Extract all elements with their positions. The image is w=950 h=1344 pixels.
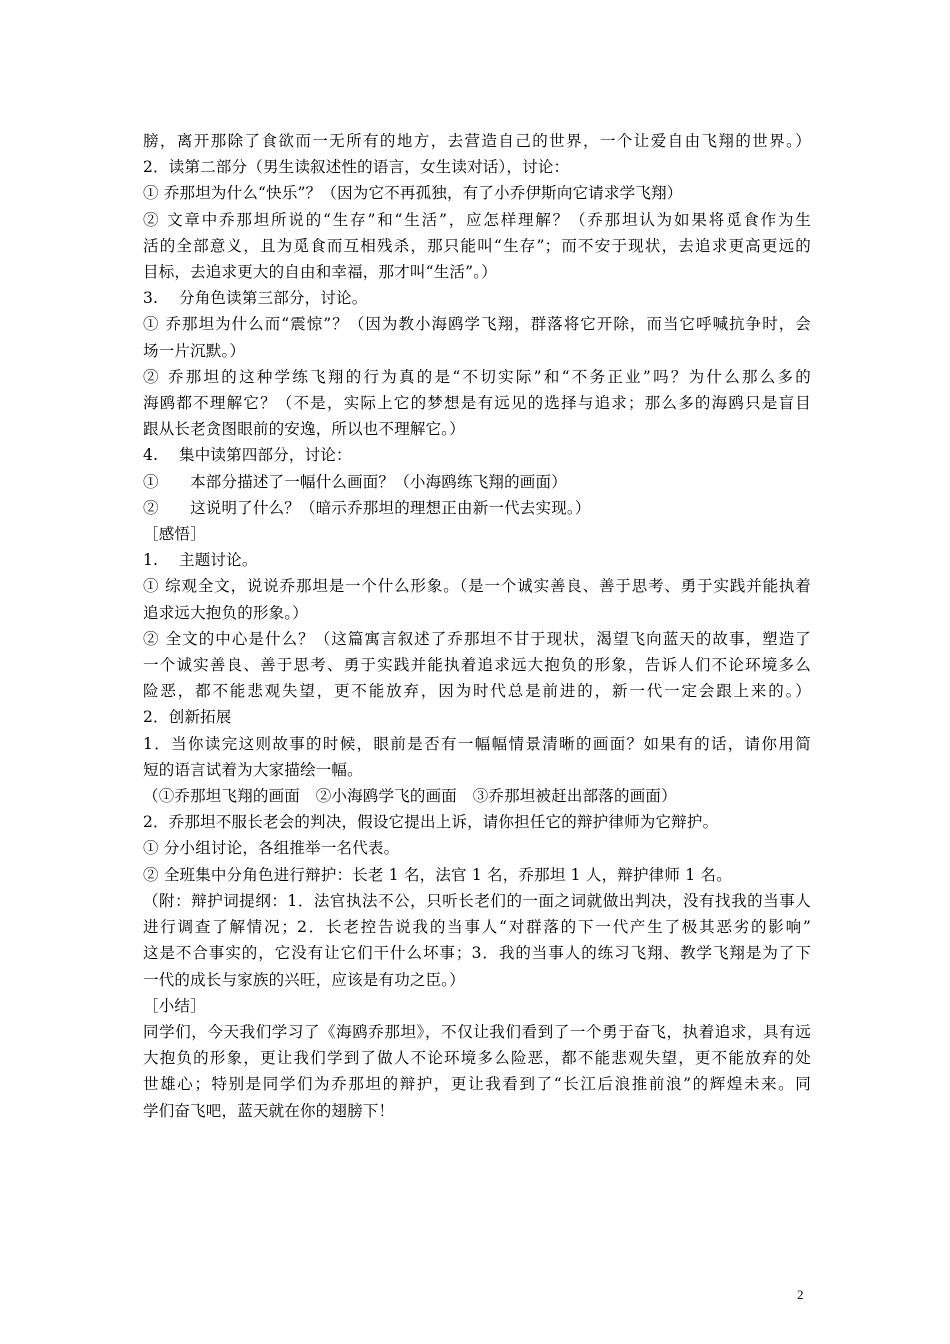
text-line: 进行调查了解情况；2．长老控告说我的当事人“对群落的下一代产生了极其恶劣的影响”: [143, 918, 811, 937]
section-heading: ［感悟］: [143, 525, 206, 544]
text-line: ② 文章中乔那坦所说的“生存”和“生活”，应怎样理解？（乔那坦认为如果将觅食作为生: [143, 210, 811, 229]
text-line: 同学们，今天我们学习了《海鸥乔那坦》，不仅让我们看到了一个勇于奋飞，执着追求，具有远: [143, 1022, 811, 1041]
text-line: 2．乔那坦不服长老会的判决，假设它提出上诉，请你担任它的辩护律师为它辩护。: [143, 813, 719, 832]
text-line: 目标，去追求更大的自由和幸福，那才叫“生活”。）: [143, 263, 497, 282]
text-line: （①乔那坦飞翔的画面 ②小海鸥学飞的画面 ③乔那坦被赶出部落的画面）: [143, 787, 677, 806]
text-line: 世雄心；特别是同学们为乔那坦的辩护，更让我看到了“长江后浪推前浪”的辉煌未来。同: [143, 1075, 811, 1094]
text-line: ② 这说明了什么？（暗示乔那坦的理想正由新一代去实现。）: [143, 498, 591, 517]
page-number: 2: [797, 1287, 804, 1302]
text-line: 追求远大抱负的形象。）: [143, 603, 308, 622]
text-line: 大抱负的形象，更让我们学到了做人不论环境多么险恶，都不能悲观失望，更不能放弃的处: [143, 1049, 811, 1068]
text-line: 1. 主题讨论。: [143, 551, 258, 570]
text-line: 一代的成长与家族的兴旺，应该是有功之臣。）: [143, 970, 465, 989]
text-line: ① 乔那坦为什么而“震惊”？（因为教小海鸥学飞翔，群落将它开除，而当它呼喊抗争时，会: [143, 315, 811, 334]
text-line: 险恶，都不能悲观失望，更不能放弃，因为时代总是前进的，新一代一定会跟上来的。）: [143, 682, 811, 701]
text-line: 3. 分角色读第三部分，讨论。: [143, 289, 368, 308]
text-line: ② 乔那坦的这种学练飞翔的行为真的是“不切实际”和“不务正业”吗？为什么那么多的: [143, 367, 811, 386]
text-line: 1．当你读完这则故事的时候，眼前是否有一幅幅情景清晰的画面？如果有的话，请你用简: [143, 734, 811, 753]
text-line: 活的全部意义，且为觅食而互相残杀，那只能叫“生存”；而不安于现状，去追求更高更远的: [143, 236, 811, 255]
text-line: ① 乔那坦为什么“快乐”？（因为它不再孤独，有了小乔伊斯向它请求学飞翔）: [143, 184, 683, 203]
text-line: ① 本部分描述了一幅什么画面？（小海鸥练飞翔的画面）: [143, 472, 567, 491]
text-line: ① 分小组讨论，各组推举一名代表。: [143, 839, 400, 858]
document-body: [143, 128, 811, 1124]
text-line: 膀，离开那除了食欲而一无所有的地方，去营造自己的世界，一个让爱自由飞翔的世界。）: [143, 132, 811, 150]
text-line: 2．读第二部分（男生读叙述性的语言，女生读对话），讨论：: [143, 158, 570, 177]
text-line: 跟从长老贪图眼前的安逸，所以也不理解它。）: [143, 420, 465, 439]
text-line: （附：辩护词提纲：1．法官执法不公，只听长老们的一面之词就做出判决，没有找我的当事人: [143, 891, 811, 910]
text-line: 海鸥都不理解它？（不是，实际上它的梦想是有远见的选择与追求；那么多的海鸥只是盲目: [143, 394, 811, 413]
text-line: 2．创新拓展: [143, 708, 232, 727]
text-line: 学们奋飞吧，蓝天就在你的翅膀下！: [143, 1101, 395, 1120]
text-line: ② 全班集中分角色进行辩护：长老 1 名，法官 1 名，乔那坦 1 人，辩护律师 1 名。: [143, 865, 732, 884]
text-line: ② 全文的中心是什么？（这篇寓言叙述了乔那坦不甘于现状，渴望飞向蓝天的故事，塑造了: [143, 629, 811, 648]
section-heading: ［小结］: [143, 996, 206, 1015]
text-line: ① 综观全文，说说乔那坦是一个什么形象。（是一个诚实善良、善于思考、勇于实践并能执着: [143, 577, 811, 596]
text-line: 一个诚实善良、善于思考、勇于实践并能执着追求远大抱负的形象，告诉人们不论环境多么: [143, 656, 811, 675]
text-line: 这是不合事实的，它没有让它们干什么坏事；3．我的当事人的练习飞翔、教学飞翔是为了下: [143, 944, 811, 963]
text-line: 短的语言试着为大家描绘一幅。: [143, 760, 363, 779]
text-line: 4. 集中读第四部分，讨论：: [143, 446, 352, 465]
text-line: 场一片沉默。）: [143, 341, 246, 360]
